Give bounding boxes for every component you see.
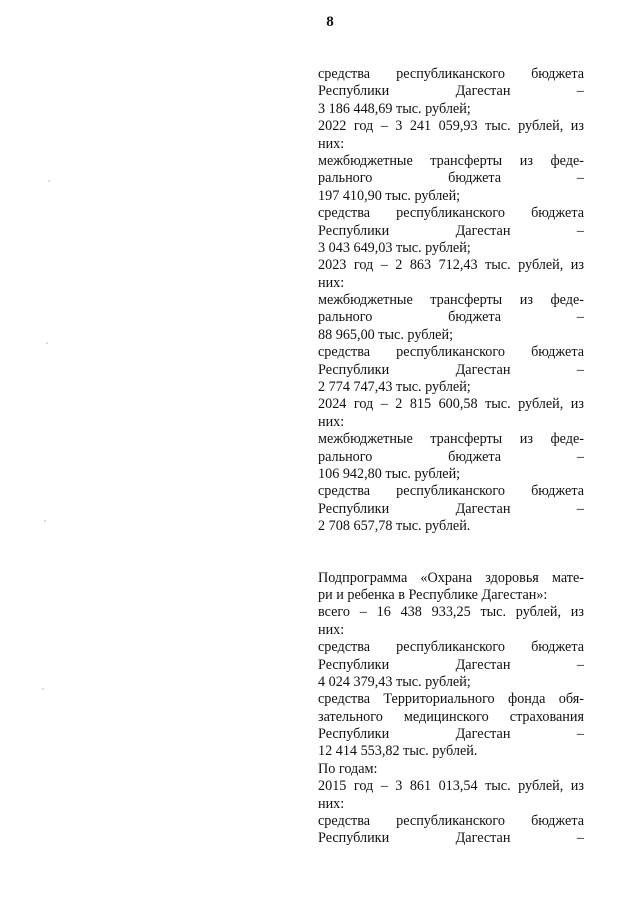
text-line: 197 410,90 тыс. рублей; [318,187,461,204]
text-line: межбюджетные трансферты из феде- [318,292,584,309]
text-line: всего – 16 438 933,25 тыс. рублей, из [318,604,584,621]
text-line: Республики Дагестан – [318,361,584,378]
text-line: зательного медицинского страхования [318,708,584,725]
text-line: средства республиканского бюджета [318,813,584,830]
text-line: них: [318,135,345,152]
page-number: 8 [326,14,334,30]
text-line: 2024 год – 2 815 600,58 тыс. рублей, из [318,396,584,413]
text-line: средства республиканского бюджета [318,205,584,222]
text-line: средства республиканского бюджета [318,66,584,82]
text-line: средства республиканского бюджета [318,344,584,361]
text-line: 2023 год – 2 863 712,43 тыс. рублей, из [318,257,584,274]
text-line: 88 965,00 тыс. рублей; [318,326,454,343]
text-line: 106 942,80 тыс. рублей; [318,465,461,482]
document-body [318,66,584,848]
text-line: них: [318,621,345,638]
text-line: 2 708 657,78 тыс. рублей. [318,518,471,535]
text-line: ри и ребенка в Республике Дагестан»: [318,586,548,603]
text-line: 2015 год – 3 861 013,54 тыс. рублей, из [318,778,584,795]
scan-speck [44,520,46,522]
text-line: 4 024 379,43 тыс. рублей; [318,673,471,690]
scan-speck [46,342,48,344]
text-line: Республики Дагестан – [318,83,584,100]
paragraph-spacer [318,536,584,570]
text-line: Республики Дагестан – [318,830,584,847]
text-line: средства Территориального фонда обя- [318,691,584,708]
text-line: Подпрограмма «Охрана здоровья мате- [318,569,584,586]
text-line: 2022 год – 3 241 059,93 тыс. рублей, из [318,118,584,135]
text-line: них: [318,413,345,430]
text-line: средства республиканского бюджета [318,483,584,500]
text-line: них: [318,795,345,812]
text-line: рального бюджета – [318,170,584,187]
text-line: рального бюджета – [318,448,584,465]
text-line: межбюджетные трансферты из феде- [318,152,584,169]
text-line: 2 774 747,43 тыс. рублей; [318,379,471,396]
text-line: межбюджетные трансферты из феде- [318,431,584,448]
scan-speck [42,688,44,690]
subprogram-text-block [318,570,584,848]
text-line: 12 414 553,82 тыс. рублей. [318,743,478,760]
text-line: Республики Дагестан – [318,726,584,743]
budget-text-block [318,66,584,536]
text-line: Республики Дагестан – [318,500,584,517]
text-line: них: [318,274,345,291]
scan-speck [48,180,50,182]
text-line: По годам: [318,760,378,777]
text-line: 3 186 448,69 тыс. рублей; [318,100,471,117]
text-line: рального бюджета – [318,309,584,326]
text-line: Республики Дагестан – [318,222,584,239]
text-line: средства республиканского бюджета [318,639,584,656]
text-line: 3 043 649,03 тыс. рублей; [318,239,471,256]
text-line: Республики Дагестан – [318,656,584,673]
